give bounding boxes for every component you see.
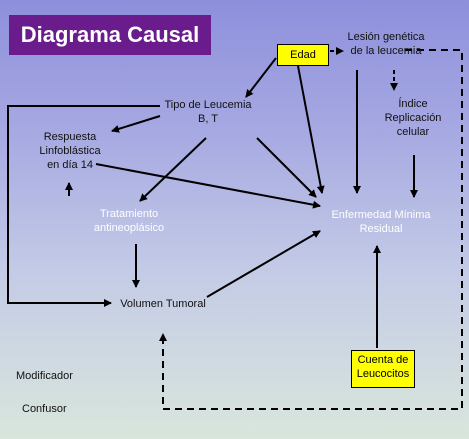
node-respuesta-line1: Respuesta	[43, 131, 97, 143]
node-indice-line3: celular	[396, 126, 430, 138]
edge-edad-tipo	[246, 58, 276, 97]
edge-edad-emr	[298, 66, 322, 193]
node-tipo	[155, 98, 261, 126]
edge-volumen-emr	[207, 231, 320, 297]
node-lesion-line1: Lesión genética	[347, 31, 425, 43]
legend-modificador: Modificador	[16, 370, 73, 382]
node-indice-line1: Índice	[398, 98, 428, 110]
node-lesion-line2: de la leucemia	[350, 45, 422, 57]
edge-respuesta-emr	[96, 164, 320, 206]
node-indice-line2: Replicación	[384, 112, 442, 124]
node-tratamiento-line1: Tratamiento	[99, 208, 159, 220]
node-edad	[277, 44, 329, 66]
node-cuenta-line1: Cuenta de	[357, 354, 409, 366]
legend-confusor: Confusor	[22, 403, 67, 415]
edge-tipo-tratamiento	[140, 138, 206, 201]
edge-tipo-emr	[257, 138, 316, 197]
node-emr	[322, 208, 440, 236]
edge-tipo-respuesta	[112, 116, 160, 131]
node-emr-line2: Residual	[359, 223, 403, 235]
node-emr-line1: Enfermedad Mínima	[331, 209, 431, 221]
node-respuesta-line2: Linfoblástica	[39, 145, 101, 157]
node-lesion	[338, 30, 434, 58]
node-edad-label: Edad	[290, 49, 316, 61]
node-tipo-line1: Tipo de Leucemia	[164, 99, 252, 111]
node-volumen	[112, 297, 214, 311]
node-cuenta-line2: Leucocitos	[356, 368, 410, 380]
node-volumen-line1: Volumen Tumoral	[120, 298, 206, 310]
diagram-title: Diagrama Causal	[9, 15, 211, 55]
node-tipo-line2: B, T	[198, 113, 218, 125]
node-tratamiento-line2: antineoplásico	[93, 222, 165, 234]
node-cuenta	[351, 350, 415, 388]
node-tratamiento	[77, 207, 181, 235]
node-respuesta	[28, 130, 112, 172]
node-respuesta-line3: en día 14	[47, 159, 93, 171]
node-indice	[370, 97, 456, 139]
